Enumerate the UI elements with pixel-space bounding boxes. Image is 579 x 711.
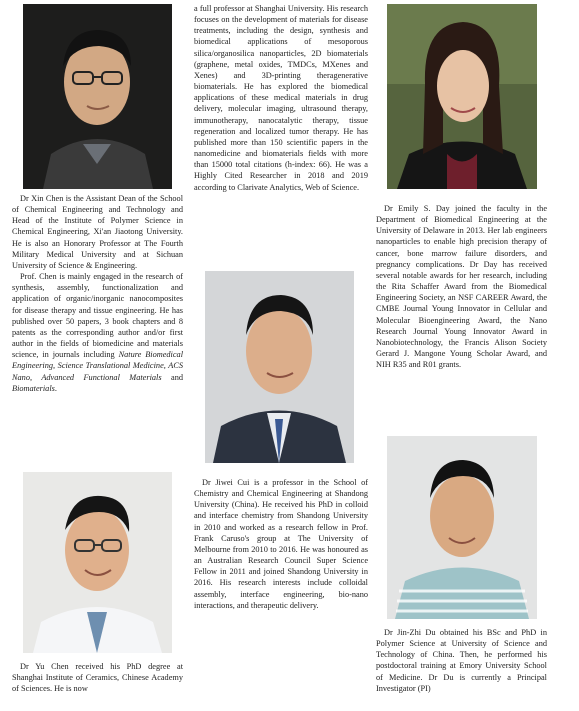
bio-xin-chen-para2-text: Prof. Chen is mainly engaged in the research of synthesis, assembly, functionalization and application of organic/inorganic nanocomposites for disease therapy and tissue engineering. He has published over 50 papers, 3 book chapters and 8 patents as the corresponding author and/or first author in the fields of biomedicine and materials science, in journals including xyxy=(12,272,183,360)
bio-xin-chen-para1: Dr Xin Chen is the Assistant Dean of the School of Chemical Engineering and Technology and Head of the Institute of Polymer Science in Chemical Engineering, Xi'an Jiaotong University. He is also an Honorary Professor at The Fourth Military Medical University and at Sichuan University of Science & Engineering. xyxy=(12,194,183,270)
bio-emily-day-para1: Dr Emily S. Day joined the faculty in the Department of Biomedical Engineering at the University of Delaware in 2013. Her lab engineers nanoparticles to enable high precision therapy of cancer, bone marrow failure disorders, and pregnancy complications. Dr Day has received several notable awards for her research, including the Rita Schaffer Award from the Biomedical Engineering Society, an NSF CAREER Award, the CMBE Journal Young Innovator in Cellular and Molecular Bioengineering Award, the Nano Research Journal Young Innovator Award in Nanobiotechnology, the Francis Alison Society Gerard J. Mangone Young Scholar Award, and NIH R35 and R01 grants. xyxy=(376,204,547,370)
bio-yu-chen-start xyxy=(12,661,183,694)
bio-xin-chen-journal-last: Biomaterials xyxy=(12,383,55,393)
bio-jinzhi-du xyxy=(376,627,547,694)
bio-xin-chen-end: . xyxy=(54,383,57,393)
bio-jiwei-cui-para1: Dr Jiwei Cui is a professor in the School of Chemistry and Chemical Engineering at Shandong University (China). He received his PhD in colloid and interface chemistry from Shandong University in 2010 and worked as a research fellow in Prof. Frank Caruso's group at The University of Melbourne from 2010 to 2016. He was honoured as an Australian Research Council Super Science Fellow in 2011 and joined Shandong University in 2016. His research interests include colloidal assembly, interface engineering, bio-nano interactions, and therapeutic delivery. xyxy=(194,478,368,610)
portrait-icon xyxy=(23,472,172,653)
bio-jinzhi-du-para1: Dr Jin-Zhi Du obtained his BSc and PhD in Polymer Science at University of Science and Technology of China. Then, he performed his postdoctoral training at Emory University School of Medicine. Dr Du is currently a Principal Investigator (PI) xyxy=(376,628,547,693)
bio-xin-chen-and: and xyxy=(161,372,183,382)
bio-jiwei-cui xyxy=(194,477,368,611)
bio-emily-day xyxy=(376,203,547,370)
bio-yu-chen-cont xyxy=(194,3,368,193)
photo-jiwei-cui xyxy=(205,271,354,463)
photo-yu-chen xyxy=(23,472,172,653)
portrait-icon xyxy=(23,4,172,189)
photo-xin-chen xyxy=(23,4,172,189)
portrait-icon xyxy=(387,436,537,619)
bio-yu-chen-para1-left: Dr Yu Chen received his PhD degree at Shanghai Institute of Ceramics, Chinese Academy of Sciences. He is now xyxy=(12,662,183,694)
photo-emily-day xyxy=(387,4,537,189)
photo-jinzhi-du xyxy=(387,436,537,619)
portrait-icon xyxy=(205,271,354,463)
portrait-icon xyxy=(387,4,537,189)
bio-xin-chen xyxy=(12,193,183,394)
bio-yu-chen-para1-right: a full professor at Shanghai University. His research focuses on the development of materials for disease treatments, including the design, synthesis and biomedical applications of mesoporous silica/organosilica nanoparticles, 2D biomaterials (graphene, metal oxides, TMDCs, MXenes and Xenes) and 3D-printing theragenerative biomaterials. He has explored the biomedical applications of these medical materials in drug delivery, molecular imaging, ultrasound therapy, immunotherapy, nanocatalytic therapy, tissue regeneration and localized tumor therapy. He has published more than 150 scientific papers in the nanomedicine and biomaterials fields with more than 15000 total citations (h-index: 66). He was a Highly Cited Researcher in 2018 and 2019 according to Clarivate Analytics, Web of Science. xyxy=(194,4,368,192)
bio-xin-chen-para2 xyxy=(12,271,183,394)
bio-xin-chen-journals: Nature Biomedical Engineering, Science Translational Medicine, ACS Nano, Advanced Functional Materials xyxy=(12,350,183,382)
